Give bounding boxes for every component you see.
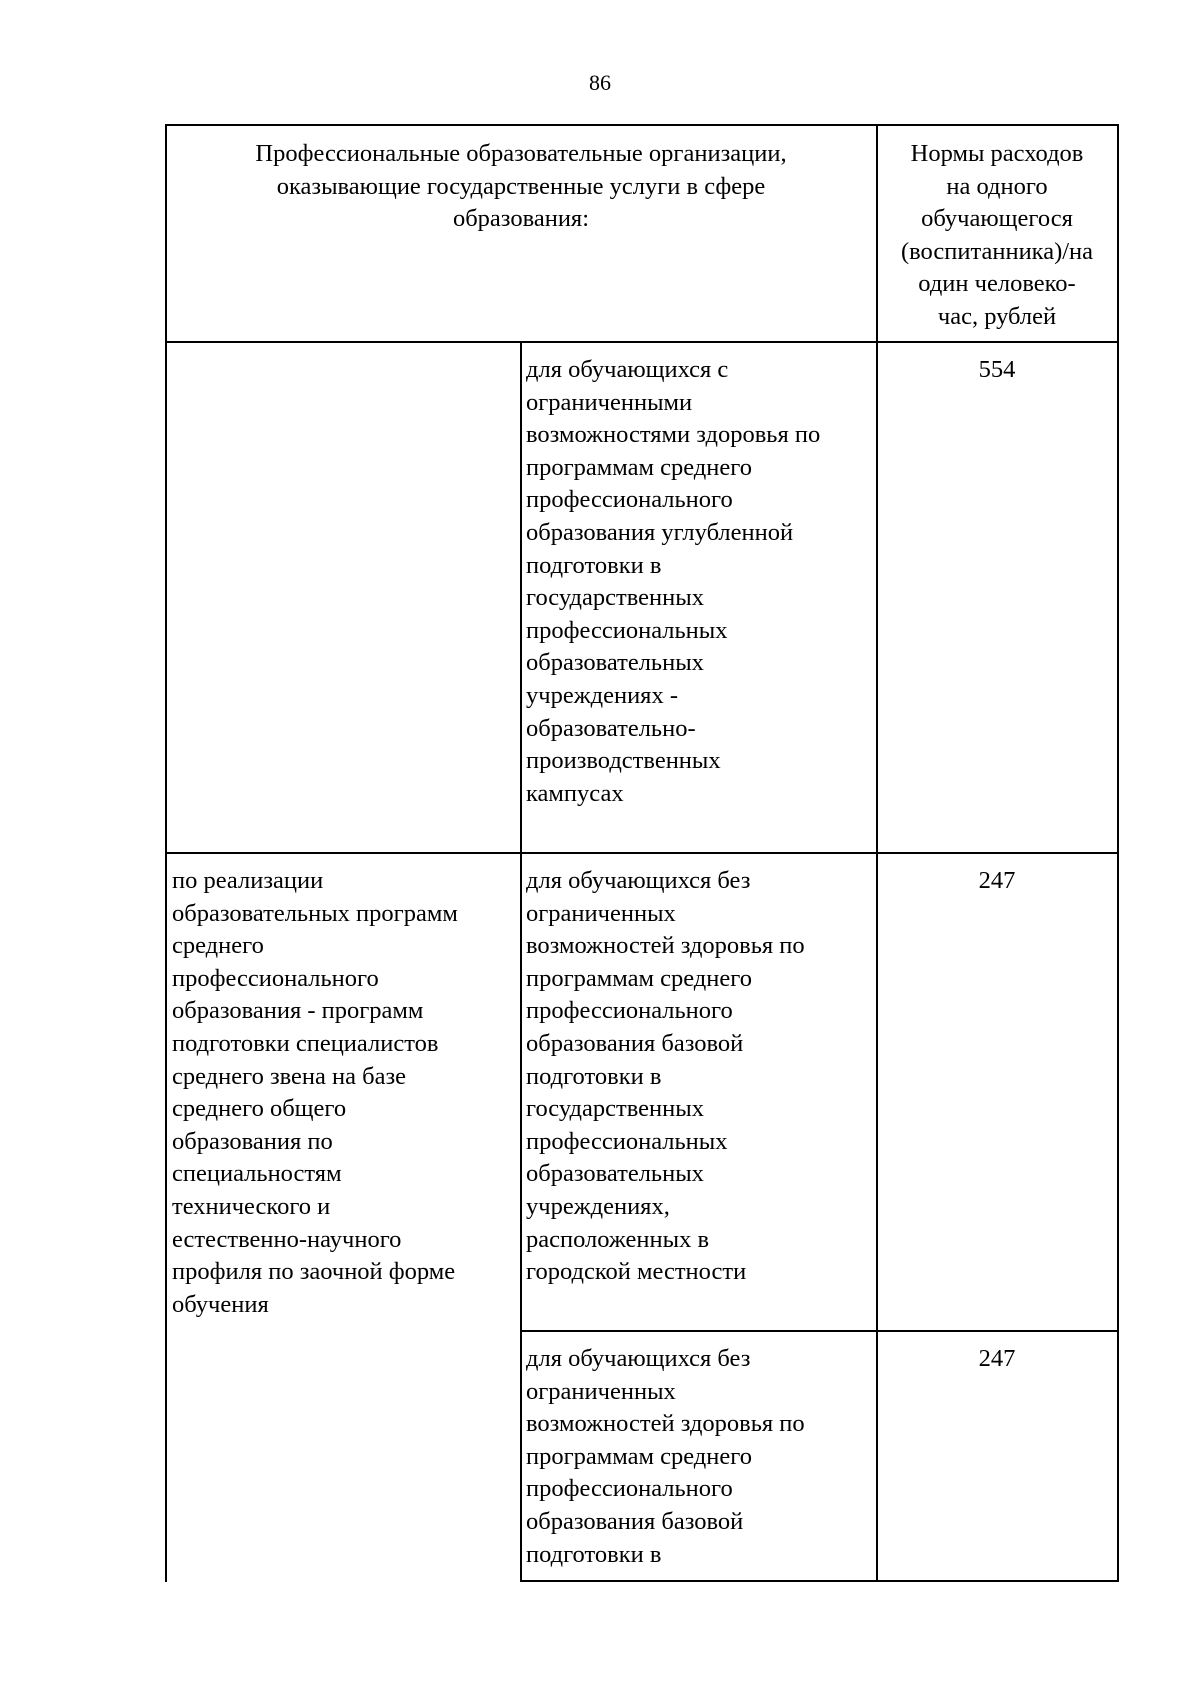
table-subrow-divider [520, 1330, 1119, 1332]
table-column-divider-1 [520, 341, 522, 1582]
row-2-category: для обучающихся без ограниченных возможностей здоровья по программам среднего профессионального образования базовой подготовки в государственных профессиональных образовательных учреждениях, расположенных в городской местности [526, 867, 805, 1286]
row-3-value: 247 [978, 1345, 1016, 1372]
row-1-value: 554 [978, 356, 1016, 383]
row-1-category: для обучающихся с ограниченными возможностями здоровья по программам среднего профессионального образования углубленной подготовки в государственных профессиональных образовательных учреждениях - образовательно- производственных кампусах [526, 356, 821, 807]
table-border-left [165, 124, 167, 1582]
row-3-category: для обучающихся без ограниченных возможностей здоровья по программам среднего профессионального образования базовой подготовки в [526, 1345, 805, 1568]
header-organizations: Профессиональные образовательные организации, оказывающие государственные услуги в сфере образования: [255, 140, 787, 233]
row-2-program: по реализации образовательных программ среднего профессионального образования - программ подготовки специалистов среднего звена на базе среднего общего образования по специальностям технического и естественно-научного профиля по заочной форме обучения [172, 867, 458, 1318]
page-number: 86 [589, 70, 611, 95]
table-bottom-partial [520, 1580, 1119, 1582]
table-border-right [1117, 124, 1119, 1582]
table-header-divider [165, 341, 1119, 343]
table-border-top [165, 124, 1119, 126]
table-column-divider-2 [876, 124, 878, 1582]
header-norms: Нормы расходов на одного обучающегося (воспитанника)/на один человеко- час, рублей [900, 140, 1094, 330]
table-row-divider [165, 852, 1119, 854]
row-2-value: 247 [978, 867, 1016, 894]
